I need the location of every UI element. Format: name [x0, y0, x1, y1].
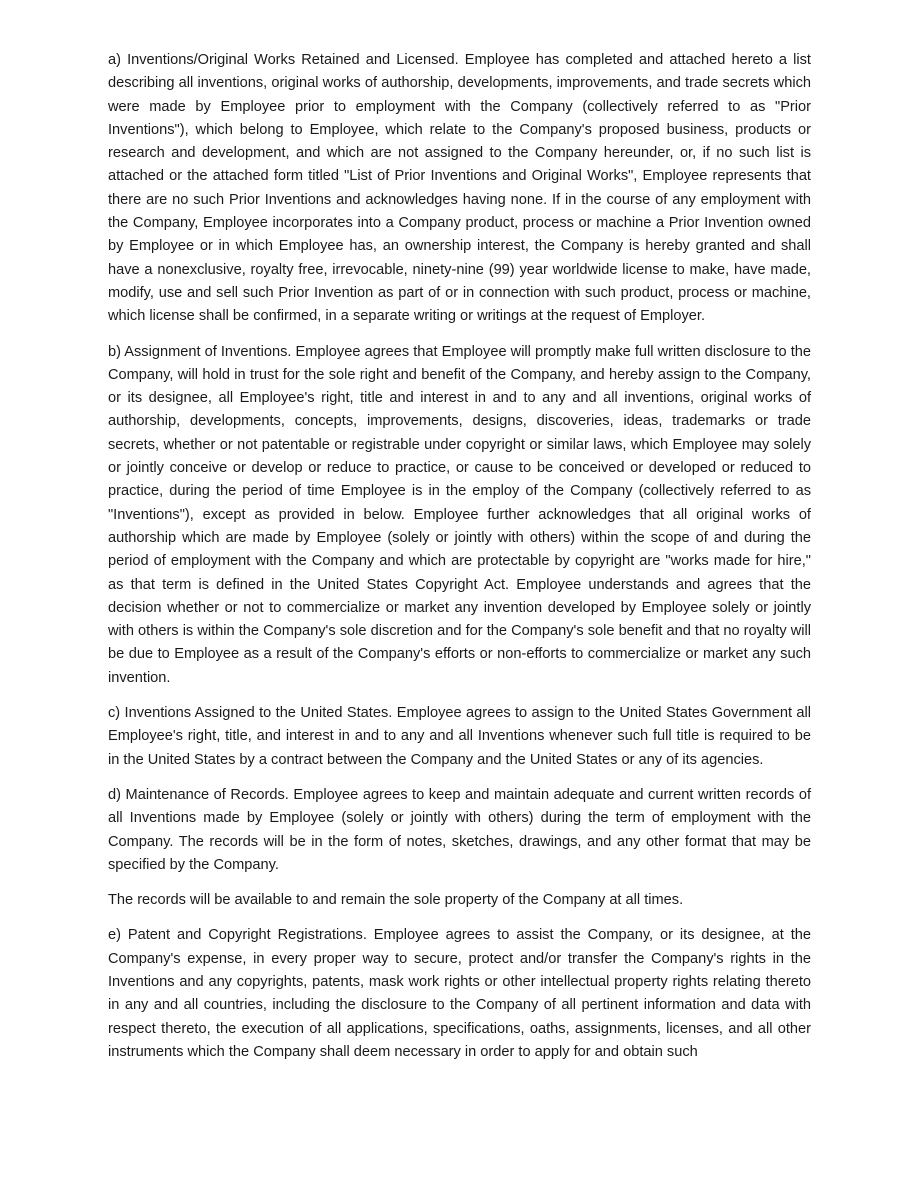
paragraph-records-availability: The records will be available to and remain the sole property of the Company at all times. — [108, 892, 684, 909]
document-body — [108, 49, 811, 1064]
paragraph-c-inventions-assigned-us: c) Inventions Assigned to the United States. Employee agrees to assign to the United States Government all Employee's right, title, and interest in and to any and all Inventions whenever such full title is required to be in the United States by a contract between the Company and the United States or any of its agencies. — [108, 705, 811, 768]
paragraph-a-inventions-retained: a) Inventions/Original Works Retained and Licensed. Employee has completed and attached hereto a list describing all inventions, original works of authorship, developments, improvements, and trade secrets which were made by Employee prior to employment with the Company (collectively referred to as "Prior Inventions"), which belong to Employee, which relate to the Company's proposed business, products or research and development, and which are not assigned to the Company hereunder, or, if no such list is attached or the attached form titled "List of Prior Inventions and Original Works", Employee represents that there are no such Prior Inventions and acknowledges having none. If in the course of any employment with the Company, Employee incorporates into a Company product, process or machine a Prior Invention owned by Employee or in which Employee has, an ownership interest, the Company is hereby granted and shall have a nonexclusive, royalty free, irrevocable, ninety-nine (99) year worldwide license to make, have made, modify, use and sell such Prior Invention as part of or in connection with such product, process or machine, which license shall be confirmed, in a separate writing or writings at the request of Employer. — [108, 52, 811, 325]
paragraph-e-patent-copyright-registrations: e) Patent and Copyright Registrations. Employee agrees to assist the Company, or its designee, at the Company's expense, in every proper way to secure, protect and/or transfer the Company's rights in the Inventions and any copyrights, patents, mask work rights or other intellectual property rights relating thereto in any and all countries, including the disclosure to the Company of all pertinent information and data with respect thereto, the execution of all applications, specifications, oaths, assignments, licenses, and all other instruments which the Company shall deem necessary in order to apply for and obtain such — [108, 927, 811, 1060]
paragraph-d-maintenance-of-records: d) Maintenance of Records. Employee agrees to keep and maintain adequate and current written records of all Inventions made by Employee (solely or jointly with others) during the term of employment with the Company. The records will be in the form of notes, sketches, drawings, and any other format that may be specified by the Company. — [108, 786, 811, 873]
paragraph-b-assignment-of-inventions: b) Assignment of Inventions. Employee agrees that Employee will promptly make full written disclosure to the Company, will hold in trust for the sole right and benefit of the Company, and hereby assign to the Company, or its designee, all Employee's right, title and interest in and to any and all inventions, original works of authorship, developments, concepts, improvements, designs, discoveries, ideas, trademarks or trade secrets, whether or not patentable or registrable under copyright or similar laws, which Employee may solely or jointly conceive or develop or reduce to practice, or cause to be conceived or developed or reduced to practice, during the period of time Employee is in the employ of the Company (collectively referred to as "Inventions"), except as provided in below. Employee further acknowledges that all original works of authorship which are made by Employee (solely or jointly with others) within the scope of and during the period of employment with the Company and which are protectable by copyright are "works made for hire," as that term is defined in the United States Copyright Act. Employee understands and agrees that the decision whether or not to commercialize or market any invention developed by Employee solely or jointly with others is within the Company's sole discretion and for the Company's sole benefit and that no royalty will be due to Employee as a result of the Company's efforts or non-efforts to commercialize or market any such invention. — [108, 343, 811, 686]
